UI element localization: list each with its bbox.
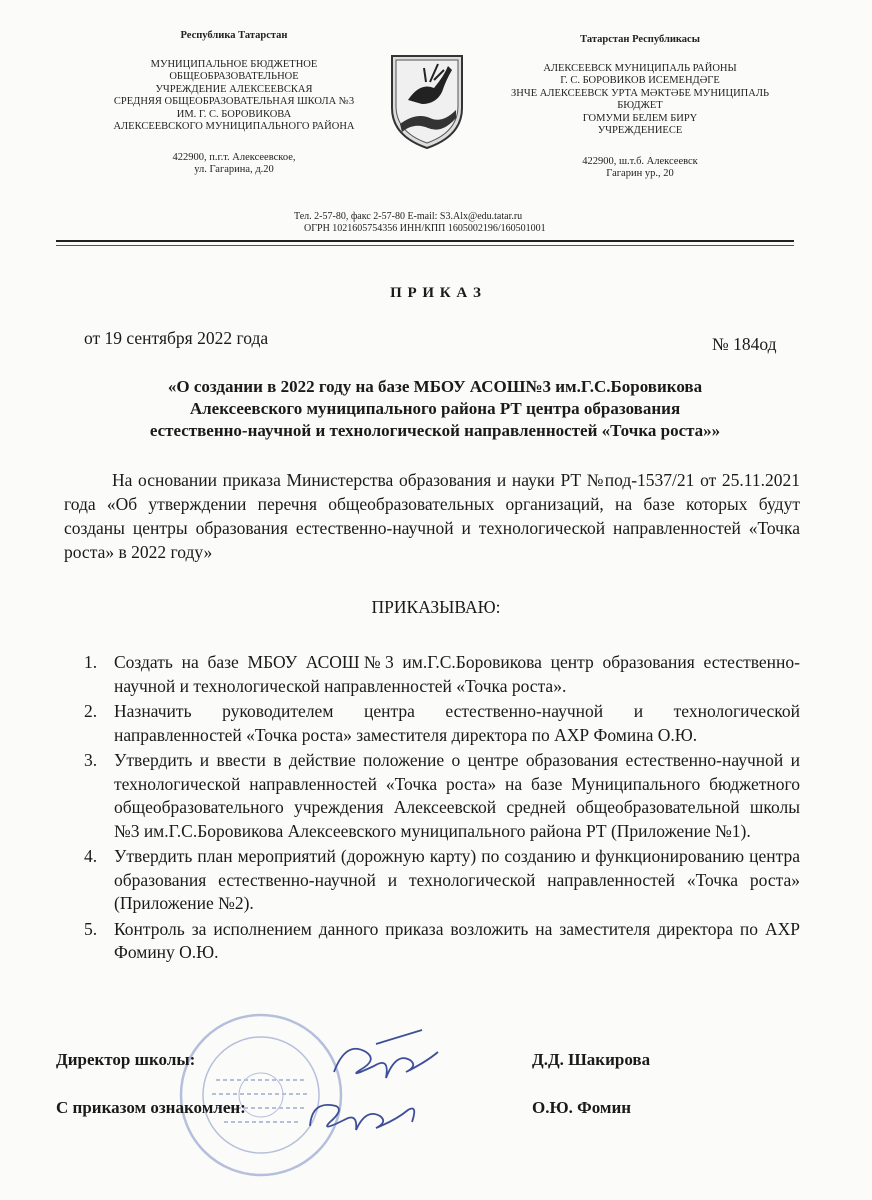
- order-title-line: «О создании в 2022 году на базе МБОУ АСОШ№3 им.Г.С.Боровикова: [167, 377, 703, 396]
- director-name: Д.Д. Шакирова: [532, 1050, 651, 1069]
- item-text: Создать на базе МБОУ АСОШ№3 им.Г.С.Боровикова центр образования естественно-научной и технологической направленностей «Точка роста».: [114, 652, 800, 696]
- order-items: [56, 651, 800, 965]
- item-text: Назначить руководителем центра естественно-научной и технологической направленностей «Точка роста» заместителя директора по АХР Фомина О.Ю.: [114, 701, 800, 745]
- director-label: Директор школы:: [56, 1050, 196, 1069]
- order-number: № 184од: [712, 334, 777, 354]
- org-line: ГОМУМИ БЕЛЕМ БИРҮ: [582, 112, 698, 124]
- order-title-line: естественно-научной и технологической направленностей «Точка роста»»: [149, 421, 721, 440]
- order-title: [60, 376, 810, 442]
- org-line: МУНИЦИПАЛЬНОЕ БЮДЖЕТНОЕ: [150, 58, 318, 70]
- item-number: 4.: [84, 846, 98, 866]
- list-item: [56, 918, 800, 965]
- list-item: [56, 749, 800, 843]
- republic-tt: Татарстан Республикасы: [580, 34, 700, 45]
- address-line: 422900, п.г.т. Алексеевское,: [172, 151, 296, 163]
- org-line: УЧРЕЖДЕНИЕСЕ: [597, 125, 683, 136]
- header-left: [84, 30, 384, 177]
- address-line: 422900, ш.т.б. Алексеевск: [582, 155, 698, 167]
- order-title-line: Алексеевского муниципального района РТ центра образования: [189, 399, 681, 418]
- list-item: [56, 651, 800, 698]
- order-date: от 19 сентября 2022 года: [84, 328, 269, 348]
- item-number: 2.: [84, 701, 98, 721]
- org-line: Г. С. БОРОВИКОВ ИСЕМЕНДӘГЕ: [560, 75, 720, 86]
- address-line: ул. Гагарина, д.20: [194, 164, 274, 175]
- contact-registration: ОГРН 1021605754356 ИНН/КПП 1605002196/160501001: [304, 223, 546, 234]
- item-text: Контроль за исполнением данного приказа возложить на заместителя директора по АХР Фомину О.Ю.: [114, 918, 800, 962]
- header-divider-thin: [56, 245, 794, 246]
- republic-ru: Республика Татарстан: [180, 30, 288, 41]
- ack-label: С приказом ознакомлен:: [56, 1098, 246, 1117]
- org-line: ЗНЧЕ АЛЕКСЕЕВСК УРТА МӘКТӘБЕ МУНИЦИПАЛЬ: [511, 87, 769, 99]
- item-number: 3.: [84, 750, 98, 770]
- contact-phone-email: Тел. 2-57-80, факс 2-57-80 E-mail: S3.Alx@edu.tatar.ru: [294, 211, 523, 222]
- header-right: [482, 34, 798, 181]
- item-text: Утвердить и ввести в действие положение о центре образования естественно-научной и технологической направленностей «Точка роста» на базе Муниципального бюджетного общеобразовательного учреждения Алексеевской средней общеобразовательной школы №3 им.Г.С.Боровикова Алексеевского муниципального района РТ (Приложение №1).: [114, 750, 800, 841]
- item-text: Утвердить план мероприятий (дорожную карту) по созданию и функционированию центра образования естественно-научной и технологической направленностей «Точка роста» (Приложение №2).: [114, 846, 800, 913]
- list-item: [56, 845, 800, 916]
- ack-signature: [300, 1086, 430, 1146]
- order-heading: П Р И К А З: [390, 285, 482, 301]
- contacts: [294, 211, 614, 235]
- org-line: СРЕДНЯЯ ОБЩЕОБРАЗОВАТЕЛЬНАЯ ШКОЛА №3: [113, 96, 355, 107]
- order-basis: На основании приказа Министерства образования и науки РТ №под-1537/21 от 25.11.2021 года «Об утверждении перечня общеобразовательных организаций, на базе которых будут созданы центры образования естественно-научной и технологической направленностей «Точка роста» в 2022 году»: [64, 470, 800, 562]
- header-divider: [56, 240, 794, 242]
- org-line: БЮДЖЕТ: [617, 100, 663, 111]
- org-line: АЛЕКСЕЕВСКОГО МУНИЦИПАЛЬНОГО РАЙОНА: [113, 121, 355, 132]
- org-line: УЧРЕЖДЕНИЕ АЛЕКСЕЕВСКАЯ: [155, 83, 313, 95]
- org-line: АЛЕКСЕЕВСК МУНИЦИПАЛЬ РАЙОНЫ: [543, 62, 737, 74]
- item-number: 1.: [84, 652, 98, 672]
- address-line: Гагарин ур., 20: [606, 168, 674, 179]
- ack-name: О.Ю. Фомин: [532, 1098, 632, 1117]
- org-line: ОБЩЕОБРАЗОВАТЕЛЬНОЕ: [169, 71, 299, 82]
- item-number: 5.: [84, 918, 98, 939]
- coat-of-arms-icon: [386, 52, 468, 150]
- decree-heading: ПРИКАЗЫВАЮ:: [371, 597, 501, 617]
- director-signature: [326, 1022, 446, 1092]
- org-line: ИМ. Г. С. БОРОВИКОВА: [176, 108, 292, 120]
- list-item: [56, 700, 800, 747]
